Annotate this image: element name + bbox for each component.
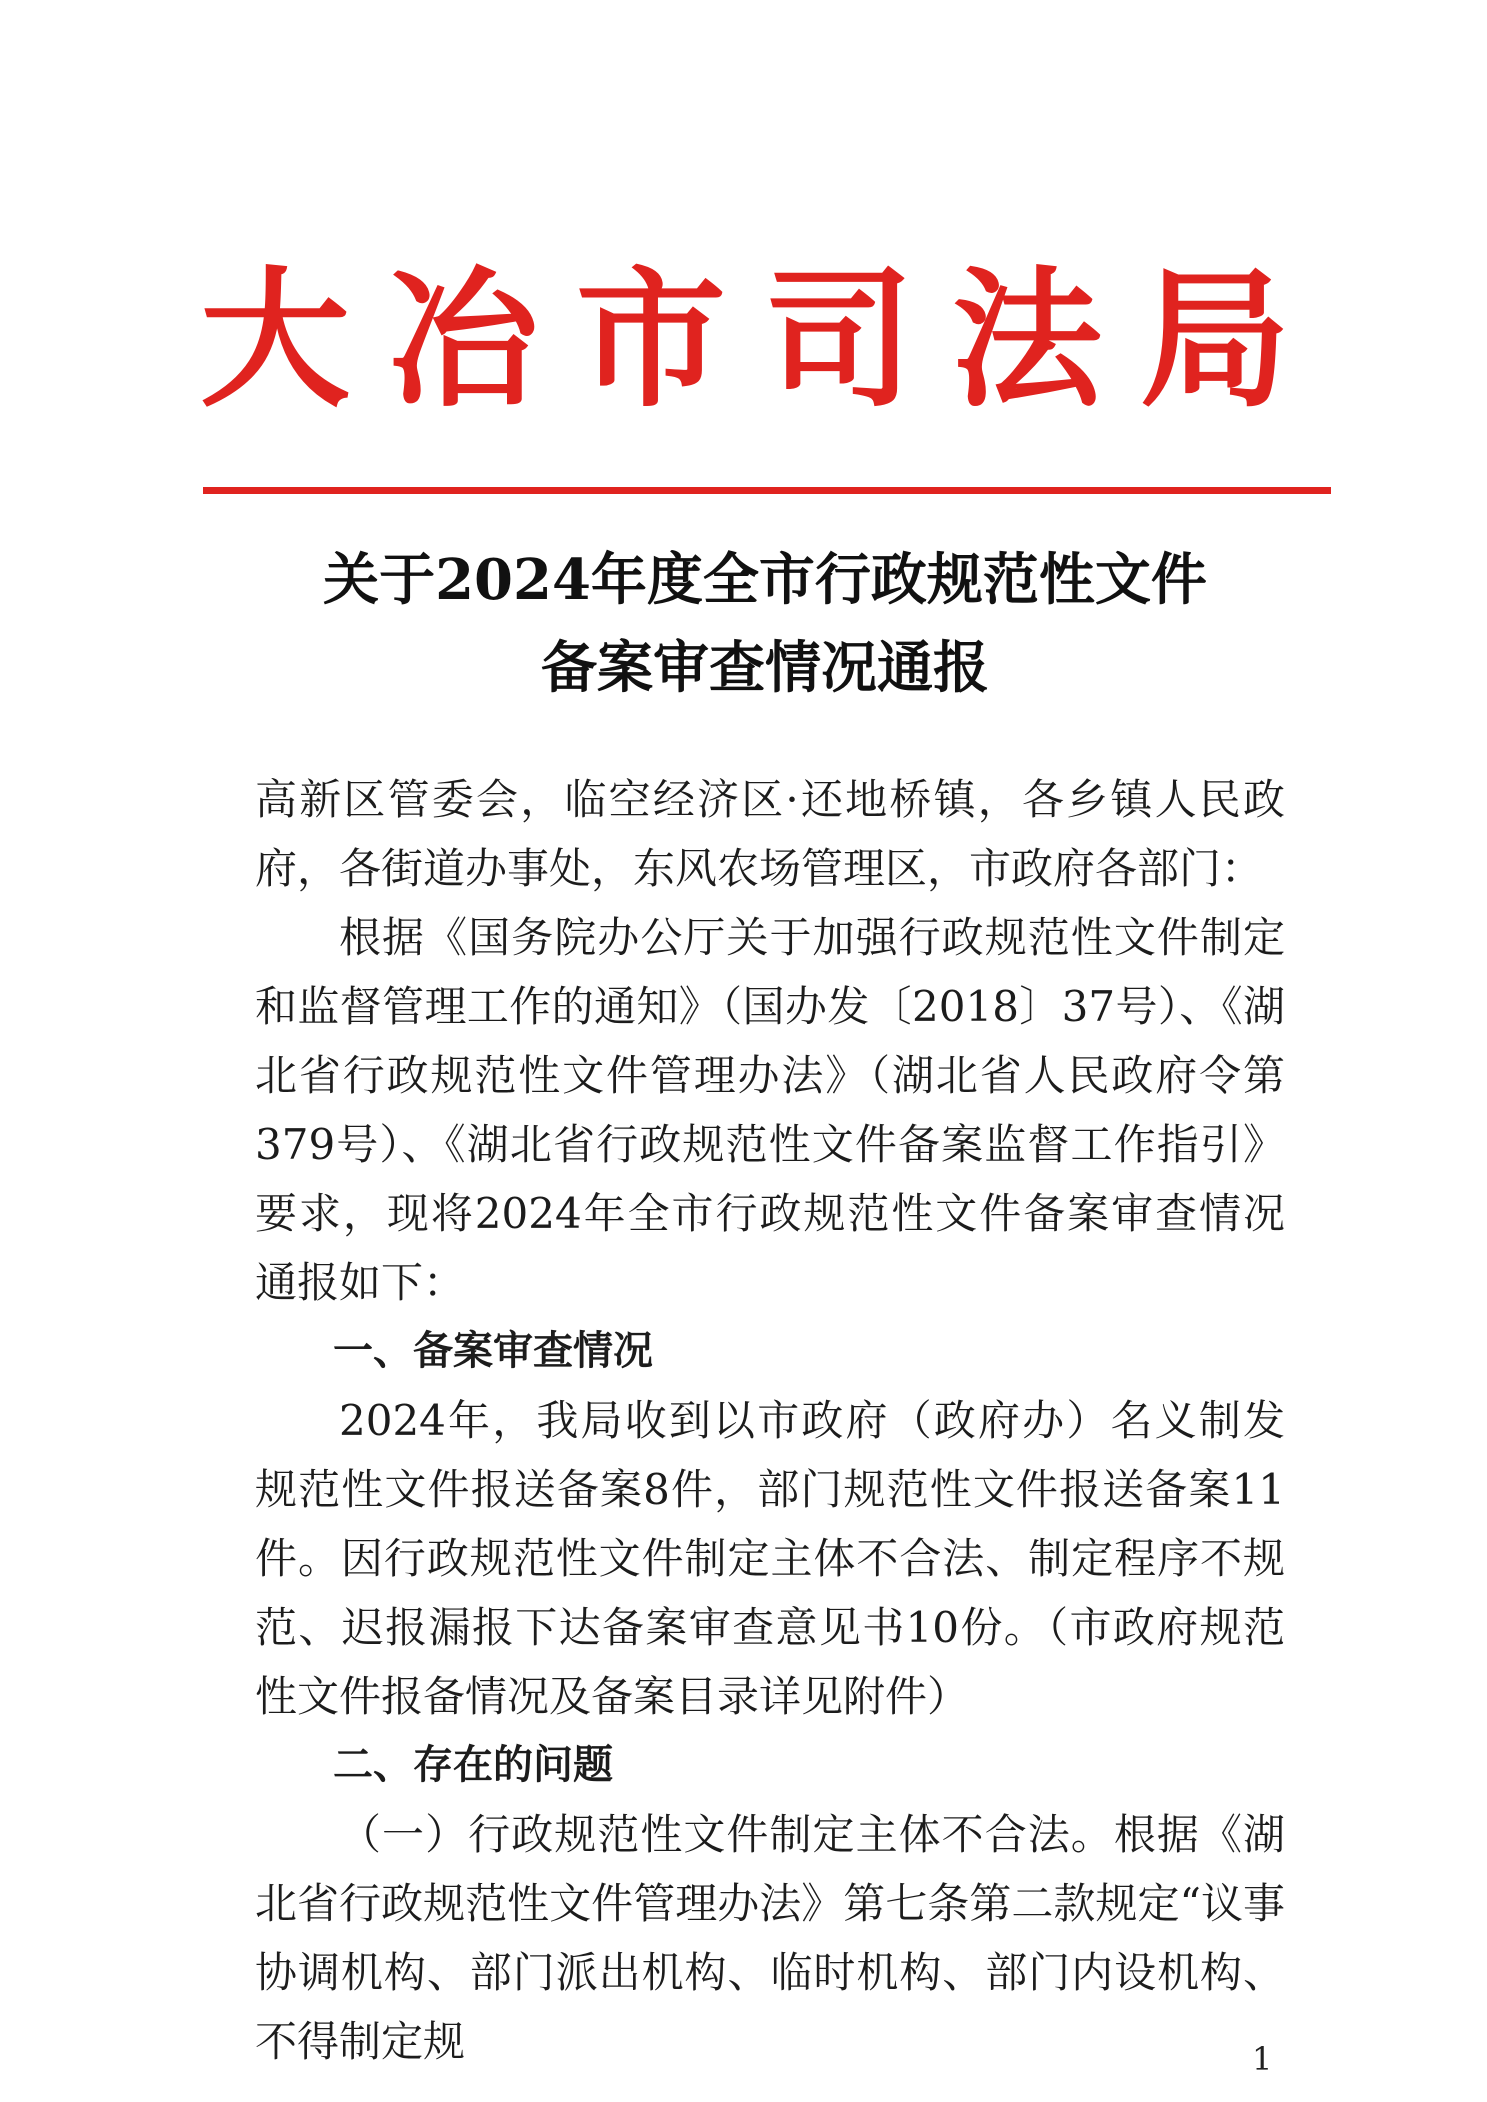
masthead-char: 司	[763, 252, 914, 428]
masthead	[200, 252, 1290, 428]
masthead-char: 冶	[387, 252, 538, 428]
masthead-char: 局	[1139, 252, 1290, 428]
masthead-char: 大	[200, 252, 351, 428]
masthead-char: 市	[575, 252, 726, 428]
masthead-char: 法	[951, 252, 1102, 428]
title-line-1: 关于2024年度全市行政规范性文件	[323, 547, 1207, 613]
section-1-paragraph: 2024年，我局收到以市政府（政府办）名义制发规范性文件报送备案8件，部门规范性文件报送备案11件。因行政规范性文件制定主体不合法、制定程序不规范、迟报漏报下达备案审查意见书10份。（市政府规范性文件报备情况及备案目录详见附件）	[255, 1396, 1285, 1721]
red-divider-line	[203, 487, 1331, 494]
document-title	[200, 536, 1330, 712]
addressee: 高新区管委会，临空经济区·还地桥镇，各乡镇人民政府，各街道办事处，东风农场管理区，市政府各部门：	[255, 775, 1285, 893]
section-2-paragraph: （一）行政规范性文件制定主体不合法。根据《湖北省行政规范性文件管理办法》第七条第二款规定“议事协调机构、部门派出机构、临时机构、部门内设机构、不得制定规	[255, 1810, 1285, 2066]
section-heading-2: 二、存在的问题	[333, 1742, 613, 1788]
intro-paragraph: 根据《国务院办公厅关于加强行政规范性文件制定和监督管理工作的通知》（国办发〔2018〕37号）、《湖北省行政规范性文件管理办法》（湖北省人民政府令第379号）、《湖北省行政规范性文件备案监督工作指引》要求，现将2024年全市行政规范性文件备案审查情况通报如下：	[255, 913, 1285, 1307]
section-heading-1: 一、备案审查情况	[333, 1328, 653, 1374]
page-number: 1	[1252, 2040, 1273, 2078]
title-line-2: 备案审查情况通报	[541, 635, 989, 701]
document-body	[255, 765, 1285, 2076]
